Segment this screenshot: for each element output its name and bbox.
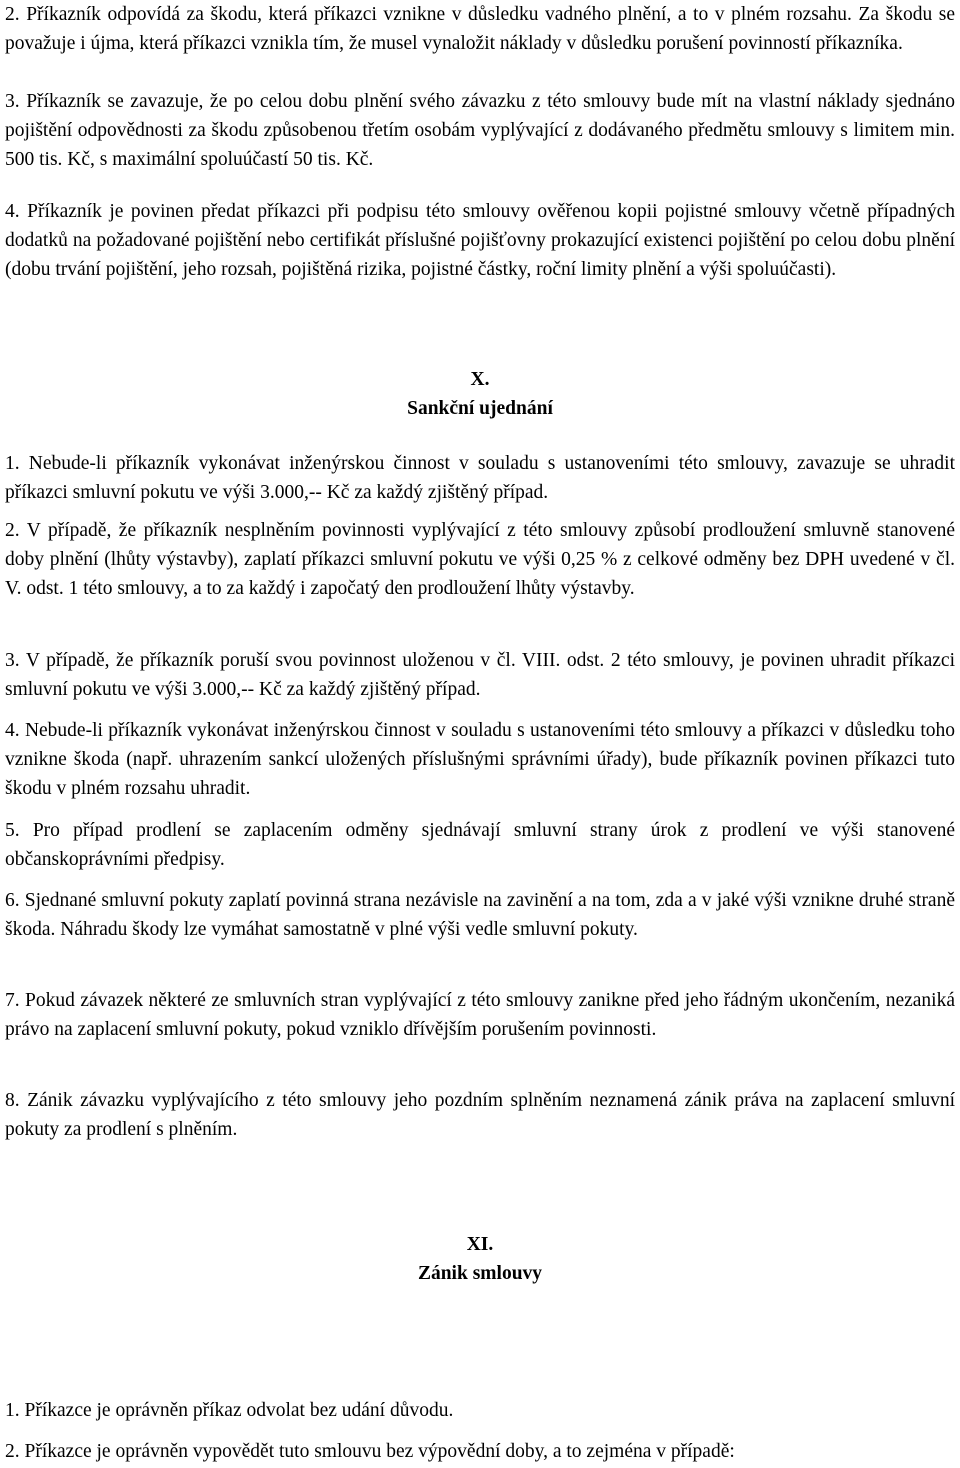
paragraph-x-7: 7. Pokud závazek některé ze smluvních stran vyplývající z této smlouvy zanikne před jeho řádným ukončením, nezaniká právo na zaplacení smluvní pokuty, pokud vzniklo dřívějším porušením povinnosti. <box>5 990 955 1040</box>
section-xi-number: XI. <box>466 1234 494 1255</box>
paragraph-x-8: 8. Zánik závazku vyplývajícího z této smlouvy jeho pozdním splněním neznamená zánik práva na zaplacení smluvní pokuty za prodlení s plněním. <box>5 1090 955 1140</box>
section-x-title: Sankční ujednání <box>407 398 553 419</box>
paragraph-xi-1: 1. Příkazce je oprávněn příkaz odvolat bez udání důvodu. <box>5 1400 454 1421</box>
paragraph-x-4: 4. Nebude-li příkazník vykonávat inženýrskou činnost v souladu s ustanoveními této smlouvy a příkazci v důsledku toho vznikne škoda (např. uhrazením sankcí uložených příslušnými správními úřady), bude příkazník povinen příkazci tuto škodu v plném rozsahu uhradit. <box>5 720 955 799</box>
paragraph-x-5: 5. Pro případ prodlení se zaplacením odměny sjednávají smluvní strany úrok z prodlení ve výši stanovené občanskoprávními předpisy. <box>5 820 955 870</box>
paragraph-x-3: 3. V případě, že příkazník poruší svou povinnost uloženou v čl. VIII. odst. 2 této smlouvy, je povinen uhradit příkazci smluvní pokutu ve výši 3.000,-- Kč za každý zjištěný případ. <box>5 650 955 700</box>
paragraph-ix-3: 3. Příkazník se zavazuje, že po celou dobu plnění svého závazku z této smlouvy bude mít na vlastní náklady sjednáno pojištění odpovědnosti za škodu způsobenou třetím osobám vyplývající z dodávaného předmětu smlouvy s limitem min. 500 tis. Kč, s maximální spoluúčastí 50 tis. Kč. <box>5 91 955 170</box>
paragraph-ix-2: 2. Příkazník odpovídá za škodu, která příkazci vznikne v důsledku vadného plnění, a to v plném rozsahu. Za škodu se považuje i újma, která příkazci vznikla tím, že musel vynaložit náklady v důsledku porušení povinností příkazníka. <box>5 4 955 54</box>
paragraph-x-2: 2. V případě, že příkazník nesplněním povinnosti vyplývající z této smlouvy způsobí prodloužení smluvně stanovené doby plnění (lhůty výstavby), zaplatí příkazci smluvní pokutu ve výši 0,25 % z celkové odměny bez DPH uvedené v čl. V. odst. 1 této smlouvy, a to za každý i započatý den prodloužení lhůty výstavby. <box>5 520 955 599</box>
section-xi-title: Zánik smlouvy <box>417 1263 543 1284</box>
paragraph-ix-4: 4. Příkazník je povinen předat příkazci při podpisu této smlouvy ověřenou kopii pojistné smlouvy včetně případných dodatků na požadované pojištění nebo certifikát příslušné pojišťovny prokazující existenci pojištění po celou dobu plnění (dobu trvání pojištění, jeho rozsah, pojištěná rizika, pojistné částky, roční limity plnění a výši spoluúčasti). <box>5 201 955 280</box>
section-x-number: X. <box>470 369 490 390</box>
paragraph-x-6: 6. Sjednané smluvní pokuty zaplatí povinná strana nezávisle na zavinění a na tom, zda a v jaké výši vznikne druhé straně škoda. Náhradu škody lze vymáhat samostatně v plné výši vedle smluvní pokuty. <box>5 890 955 940</box>
paragraph-xi-2: 2. Příkazce je oprávněn vypovědět tuto smlouvu bez výpovědní doby, a to zejména v případě: <box>5 1441 735 1462</box>
paragraph-x-1: 1. Nebude-li příkazník vykonávat inženýrskou činnost v souladu s ustanoveními této smlouvy, zavazuje se uhradit příkazci smluvní pokutu ve výši 3.000,-- Kč za každý zjištěný případ. <box>5 453 955 503</box>
